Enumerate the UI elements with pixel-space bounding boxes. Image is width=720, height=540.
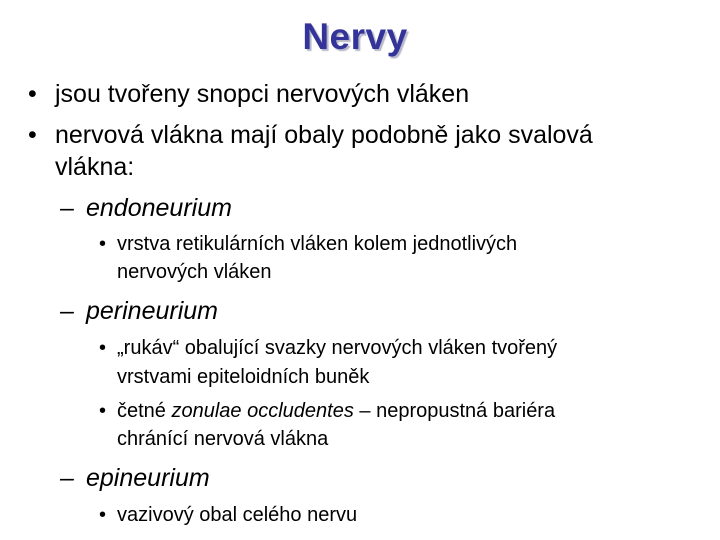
- bullet-marker: •: [28, 121, 37, 149]
- sub-bullet-text: „rukáv“ obalující svazky nervových vláken tvořený: [117, 337, 558, 359]
- sub-bullet-marker: •: [99, 504, 107, 526]
- sub-bullet-text-pre: četné: [117, 400, 172, 422]
- layer-name-epineurium: epineurium: [86, 464, 210, 492]
- bullet-text-continuation: vlákna:: [55, 153, 135, 181]
- sub-bullet-text: vazivový obal celého nervu: [117, 504, 358, 526]
- sub-bullet-marker: •: [99, 337, 107, 359]
- sub-bullet-text-continuation: vrstvami epiteloidních buněk: [117, 366, 370, 388]
- sub-bullet-marker: •: [99, 233, 107, 255]
- layer-marker: –: [60, 464, 74, 492]
- layer-marker: –: [60, 194, 74, 222]
- bullet-marker: •: [28, 80, 37, 108]
- sub-bullet-text: [117, 400, 555, 423]
- slide-title: Nervy: [302, 16, 408, 57]
- sub-bullet-text-continuation: nervových vláken: [117, 261, 272, 283]
- layer-name-endoneurium: endoneurium: [86, 194, 232, 222]
- sub-bullet-text-continuation: chránící nervová vlákna: [117, 428, 329, 450]
- sub-bullet-text-italic: zonulae occludentes: [171, 400, 354, 422]
- sub-bullet-text: vrstva retikulárních vláken kolem jednotlivých: [117, 233, 518, 255]
- layer-marker: –: [60, 297, 74, 325]
- sub-bullet-marker: •: [99, 400, 107, 422]
- sub-bullet-text-post: – nepropustná bariéra: [353, 400, 556, 422]
- bullet-text: jsou tvořeny snopci nervových vláken: [55, 80, 470, 108]
- bullet-text: nervová vlákna mají obaly podobně jako svalová: [55, 121, 593, 149]
- layer-name-perineurium: perineurium: [86, 297, 219, 325]
